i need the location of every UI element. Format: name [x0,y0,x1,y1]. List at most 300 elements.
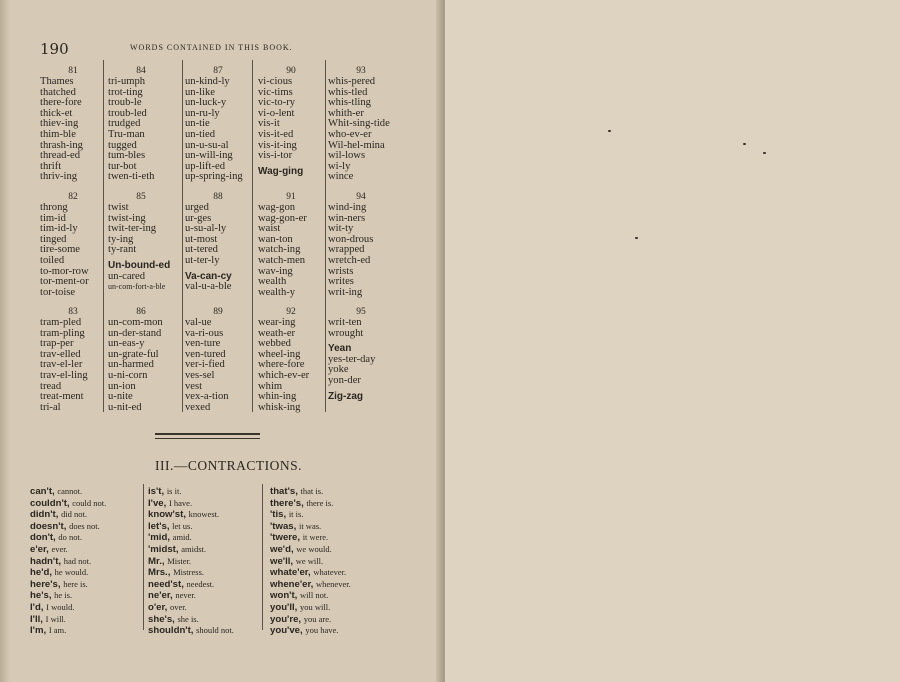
lesson-block [108,66,174,183]
word-entry: u-su-al-ly [185,223,227,235]
word-entry: vex-a-tion [185,391,229,403]
word-entry: un-ion [108,380,136,392]
lesson-number: 91 [286,192,296,202]
column-divider [143,484,144,630]
word-entry: Un-bound-ed [108,259,171,271]
lesson-number: 86 [136,307,146,317]
column-divider [252,60,253,412]
word-entry: vexed [185,401,211,413]
word-entry: un-tied [185,128,216,140]
word-entry: who-ev-er [328,128,372,140]
contractions-column [30,486,106,637]
word-entry: ty-ing [108,233,134,245]
contraction-meaning: never. [175,590,196,601]
lesson-number: 84 [136,66,146,76]
word-entry: ut-most [185,233,218,245]
column-divider [325,60,326,412]
contraction-word: know'st, [148,509,189,521]
contraction-word: I'll, [30,613,46,625]
contraction-entry [270,567,351,579]
contraction-entry [270,556,351,568]
word-entry: wear-ing [258,317,296,328]
word-entry: vest [185,380,203,392]
word-entry: troub-le [108,97,142,109]
divider-rule-bottom [155,438,260,439]
word-entry: vis-it-ing [258,139,297,151]
word-entry: wealth-y [258,286,296,298]
word-entry: u-nit-ed [108,401,142,413]
word-entry: twen-ti-eth [108,171,155,183]
contraction-word: you've, [270,625,306,637]
contraction-entry [148,498,234,510]
word-entry: wil-lows [328,150,366,162]
word-entry: un-com-fort-a-ble [108,282,166,292]
contraction-entry [270,590,351,602]
word-entry: whis-tling [328,97,371,109]
word-entry: wind-ing [328,202,367,213]
contraction-entry [148,486,234,498]
word-entry: yoke [328,364,349,376]
contraction-meaning: ever. [51,543,68,554]
word-entry: wag-gon-er [258,212,307,224]
word-entry: wheel-ing [258,348,301,360]
contraction-entry [148,556,234,568]
contraction-meaning: you will. [300,601,331,612]
contraction-word: e'er, [30,543,52,555]
contraction-word: won't, [270,590,300,602]
contraction-entry [270,625,351,637]
contraction-word: o'er, [148,601,171,613]
word-entry: whis-tled [328,86,368,98]
word-entry: whim [258,380,283,392]
word-entry: thim-ble [40,128,76,140]
word-entry: ven-ture [185,338,221,350]
word-entry: un-will-ing [185,150,233,162]
word-entry: trav-el-ling [40,369,88,381]
lesson-block [185,66,251,183]
lesson-block [40,307,106,413]
word-entry: un-u-su-al [185,139,229,151]
word-entry: tire-some [40,244,81,256]
lesson-number: 87 [213,66,223,76]
contraction-meaning: I am. [48,625,67,636]
contraction-entry [148,567,234,579]
word-entry: thrift [40,160,62,172]
contraction-entry [148,590,234,602]
contraction-word: 'tis, [270,509,289,521]
word-entry: whis-pered [328,76,376,87]
lesson-number: 85 [136,192,146,202]
running-head: WORDS CONTAINED IN THIS BOOK. [130,43,293,52]
word-entry: webbed [258,338,291,350]
lesson-number: 82 [68,192,78,202]
contraction-meaning: does not. [69,520,100,531]
contraction-entry [270,579,351,591]
contraction-meaning: over. [170,601,187,612]
contraction-word: we'd, [270,543,297,555]
word-entry: won-drous [328,233,374,245]
word-entry: toiled [40,254,65,266]
contraction-entry [30,509,106,521]
paper-speck [635,237,638,239]
contraction-meaning: it was. [298,520,322,531]
contraction-meaning: we will. [295,555,324,566]
word-entry: wrought [328,327,364,339]
word-entry: un-ru-ly [185,107,220,119]
contraction-meaning: here is. [63,578,88,589]
lesson-block [108,307,174,413]
paper-speck [763,152,766,154]
contraction-entry [148,532,234,544]
word-entry: vi-o-lent [258,107,295,119]
contraction-entry [270,509,351,521]
contraction-word: he's, [30,590,55,602]
contraction-entry [30,532,106,544]
word-entry: win-ners [328,212,366,224]
word-entry: watch-ing [258,244,301,256]
contractions-column [148,486,234,637]
word-entry: wit-ty [328,223,354,235]
contraction-word: 'midst, [148,543,182,555]
contraction-entry [148,521,234,533]
word-entry: un-com-mon [108,317,163,328]
contractions-column [270,486,351,637]
word-entry: trudged [108,118,141,130]
word-entry: where-fore [258,359,305,371]
word-entry: ur-ges [185,212,212,224]
contraction-entry [148,579,234,591]
word-entry: vic-tims [258,86,293,98]
word-entry: writes [328,276,354,288]
contraction-word: let's, [148,520,173,532]
word-entry: there-fore [40,97,82,109]
word-entry: tim-id [40,212,66,224]
contraction-entry [270,486,351,498]
contraction-meaning: there is. [306,497,334,508]
contraction-word: there's, [270,497,307,509]
lesson-number: 83 [68,307,78,317]
word-entry: wrists [328,265,354,277]
word-entry: trap-per [40,338,74,350]
contraction-entry [30,486,106,498]
word-entry: u-ni-corn [108,369,148,381]
contraction-word: whate'er, [270,567,314,579]
word-entry: val-ue [185,317,212,328]
word-entry: u-nite [108,391,133,403]
contraction-entry [148,625,234,637]
word-entry: Wag-ging [258,165,304,177]
word-entry: twist-ing [108,212,146,224]
word-entry: un-cared [108,270,146,282]
contraction-meaning: Mistress. [173,567,204,578]
lesson-number: 95 [356,307,366,317]
contraction-entry [30,590,106,602]
contraction-meaning: he is. [54,590,73,601]
word-entry: vi-cious [258,76,293,87]
contraction-word: is't, [148,486,167,497]
word-entry: un-tie [185,118,210,130]
contraction-meaning: whatever. [313,567,347,578]
contraction-meaning: amidst. [181,543,206,554]
contraction-entry [30,556,106,568]
contraction-meaning: knowest. [188,509,220,520]
word-entry: thatched [40,86,76,98]
contraction-word: didn't, [30,509,62,521]
word-entry: un-like [185,86,216,98]
contraction-meaning: you have. [305,625,339,636]
contraction-meaning: you are. [303,613,332,624]
word-entry: tum-bles [108,150,146,162]
word-entry: vis-i-tor [258,150,293,162]
contraction-word: shouldn't, [148,625,197,637]
word-entry: whisk-ing [258,401,301,413]
contraction-entry [30,498,106,510]
contraction-meaning: I have. [168,497,193,508]
lesson-block [108,192,174,293]
paper-speck [743,143,746,145]
lesson-number: 81 [68,66,78,76]
contraction-entry [270,602,351,614]
word-entry: twist [108,202,129,213]
word-entry: vis-it-ed [258,128,294,140]
word-entry: tram-pling [40,327,85,339]
left-page [0,0,445,682]
contraction-word: that's, [270,486,301,497]
word-entry: val-u-a-ble [185,281,232,293]
word-entry: un-eas-y [108,338,145,350]
contraction-word: I've, [148,497,169,509]
contraction-meaning: it is. [288,509,304,520]
lesson-block [328,192,394,298]
lesson-block [258,192,324,298]
lesson-block [258,66,324,177]
column-divider [262,484,263,630]
contraction-meaning: had not. [63,555,92,566]
contraction-meaning: amid. [172,532,192,543]
word-entry: tinged [40,233,67,245]
lesson-block [328,66,394,183]
right-page-blank [445,0,900,682]
contraction-meaning: should not. [196,625,234,636]
word-entry: ut-tered [185,244,218,256]
divider-rule-top [155,433,260,435]
lesson-number: 93 [356,66,366,76]
contraction-word: she's, [148,613,178,625]
word-entry: whin-ing [258,391,297,403]
word-entry: tim-id-ly [40,223,78,235]
contraction-meaning: needest. [186,578,215,589]
lesson-number: 92 [286,307,296,317]
word-entry: un-harmed [108,359,154,371]
contraction-word: you're, [270,613,304,625]
contraction-entry [148,614,234,626]
word-entry: wav-ing [258,265,293,277]
contraction-meaning: did not. [61,509,88,520]
word-entry: wince [328,171,354,183]
contraction-entry [270,532,351,544]
word-entry: ty-rant [108,244,137,256]
word-entry: watch-men [258,254,306,266]
lesson-block [328,307,394,402]
contraction-entry [30,521,106,533]
lesson-block [185,307,251,413]
word-entry: writ-ten [328,317,362,328]
word-entry: twit-ter-ing [108,223,157,235]
contraction-word: he'd, [30,567,55,579]
word-entry: to-mor-row [40,265,89,277]
word-entry: thriv-ing [40,171,78,183]
word-entry: trot-ting [108,86,143,98]
word-entry: troub-led [108,107,147,119]
contraction-meaning: is it. [166,486,182,496]
word-entry: wealth [258,276,287,288]
contraction-word: we'll, [270,555,296,567]
word-entry: vic-to-ry [258,97,296,109]
contraction-entry [270,498,351,510]
contraction-meaning: cannot. [57,486,83,496]
contraction-entry [30,625,106,637]
column-divider [182,60,183,412]
word-entry: tri-umph [108,76,146,87]
contraction-entry [270,521,351,533]
contraction-word: I'm, [30,625,49,637]
contraction-word: you'll, [270,601,300,613]
page-edge [0,0,10,682]
word-entry: ven-tured [185,348,226,360]
word-entry: ves-sel [185,369,215,381]
word-entry: thrash-ing [40,139,83,151]
word-entry: trav-el-ler [40,359,83,371]
lesson-number: 89 [213,307,223,317]
word-entry: wretch-ed [328,254,371,266]
contraction-entry [148,544,234,556]
word-entry: thiev-ing [40,118,79,130]
word-entry: which-ev-er [258,369,310,381]
lesson-number: 90 [286,66,296,76]
contraction-entry [30,567,106,579]
lesson-block [40,66,106,183]
word-entry: Va-can-cy [185,270,232,282]
contraction-word: need'st, [148,578,187,590]
word-entry: wag-gon [258,202,296,213]
page-number: 190 [40,40,69,58]
contraction-meaning: he would. [54,567,89,578]
word-entry: Yean [328,343,352,355]
word-entry: tram-pled [40,317,82,328]
lesson-block [40,192,106,298]
lesson-number: 94 [356,192,366,202]
word-entry: Wil-hel-mina [328,139,385,151]
contraction-word: I'd, [30,601,47,613]
lesson-number: 88 [213,192,223,202]
contraction-word: here's, [30,578,64,590]
contraction-entry [270,614,351,626]
page-header [40,38,430,60]
lesson-block [185,192,251,293]
contraction-entry [30,614,106,626]
word-entry: tread [40,380,62,392]
contraction-meaning: we would. [296,543,332,554]
word-entry: up-lift-ed [185,160,226,172]
contraction-meaning: I would. [46,601,75,612]
contraction-meaning: Mister. [167,555,192,566]
word-entry: yes-ter-day [328,353,376,365]
section-title: III.—CONTRACTIONS. [155,458,302,473]
lesson-block [258,307,324,413]
word-entry: trav-elled [40,348,81,360]
contraction-word: whene'er, [270,578,317,590]
paper-speck [608,130,611,132]
word-entry: writ-ing [328,286,363,298]
word-entry: un-kind-ly [185,76,230,87]
contraction-word: 'twere, [270,532,303,544]
word-entry: yon-der [328,374,361,386]
word-entry: throng [40,202,68,213]
contraction-entry [30,602,106,614]
contraction-meaning: let us. [172,520,193,531]
word-entry: tur-bot [108,160,137,172]
contraction-word: can't, [30,486,58,497]
word-entry: Whit-sing-tide [328,118,390,130]
word-entry: weath-er [258,327,296,339]
word-entry: whith-er [328,107,364,119]
word-entry: wrapped [328,244,365,256]
word-entry: wi-ly [328,160,351,172]
word-entry: tor-toise [40,286,76,298]
contraction-meaning: it were. [302,532,329,543]
contraction-entry [30,544,106,556]
contraction-word: couldn't, [30,497,73,509]
word-entry: tor-ment-or [40,276,89,288]
contraction-word: don't, [30,532,59,544]
word-entry: urged [185,202,209,213]
word-entry: va-ri-ous [185,327,224,339]
contraction-word: 'mid, [148,532,173,544]
contraction-word: Mrs., [148,567,174,579]
contraction-entry [270,544,351,556]
word-entry: Zig-zag [328,390,363,402]
word-entry: up-spring-ing [185,171,243,183]
word-entry: ver-i-fied [185,359,225,371]
contraction-meaning: that is. [300,486,324,496]
contraction-entry [148,602,234,614]
contraction-word: Mr., [148,555,168,567]
word-entry: ut-ter-ly [185,254,220,266]
contraction-meaning: could not. [72,497,107,508]
contraction-meaning: she is. [177,613,199,624]
word-entry: wan-ton [258,233,293,245]
word-entry: thick-et [40,107,73,119]
contraction-word: doesn't, [30,520,70,532]
word-entry: un-luck-y [185,97,227,109]
contraction-meaning: will not. [300,590,329,601]
word-entry: Tru-man [108,128,145,140]
word-entry: un-der-stand [108,327,162,339]
word-entry: waist [258,223,281,235]
contraction-word: 'twas, [270,520,299,532]
contraction-meaning: do not. [58,532,83,543]
contraction-meaning: I will. [45,613,66,624]
word-entry: tugged [108,139,137,151]
word-entry: Thames [40,76,74,87]
contraction-entry [148,509,234,521]
word-entry: thread-ed [40,150,80,162]
word-entry: un-grate-ful [108,348,159,360]
word-entry: vis-it [258,118,280,130]
contraction-word: ne'er, [148,590,176,602]
word-entry: tri-al [40,401,61,413]
contraction-meaning: whenever. [316,578,351,589]
